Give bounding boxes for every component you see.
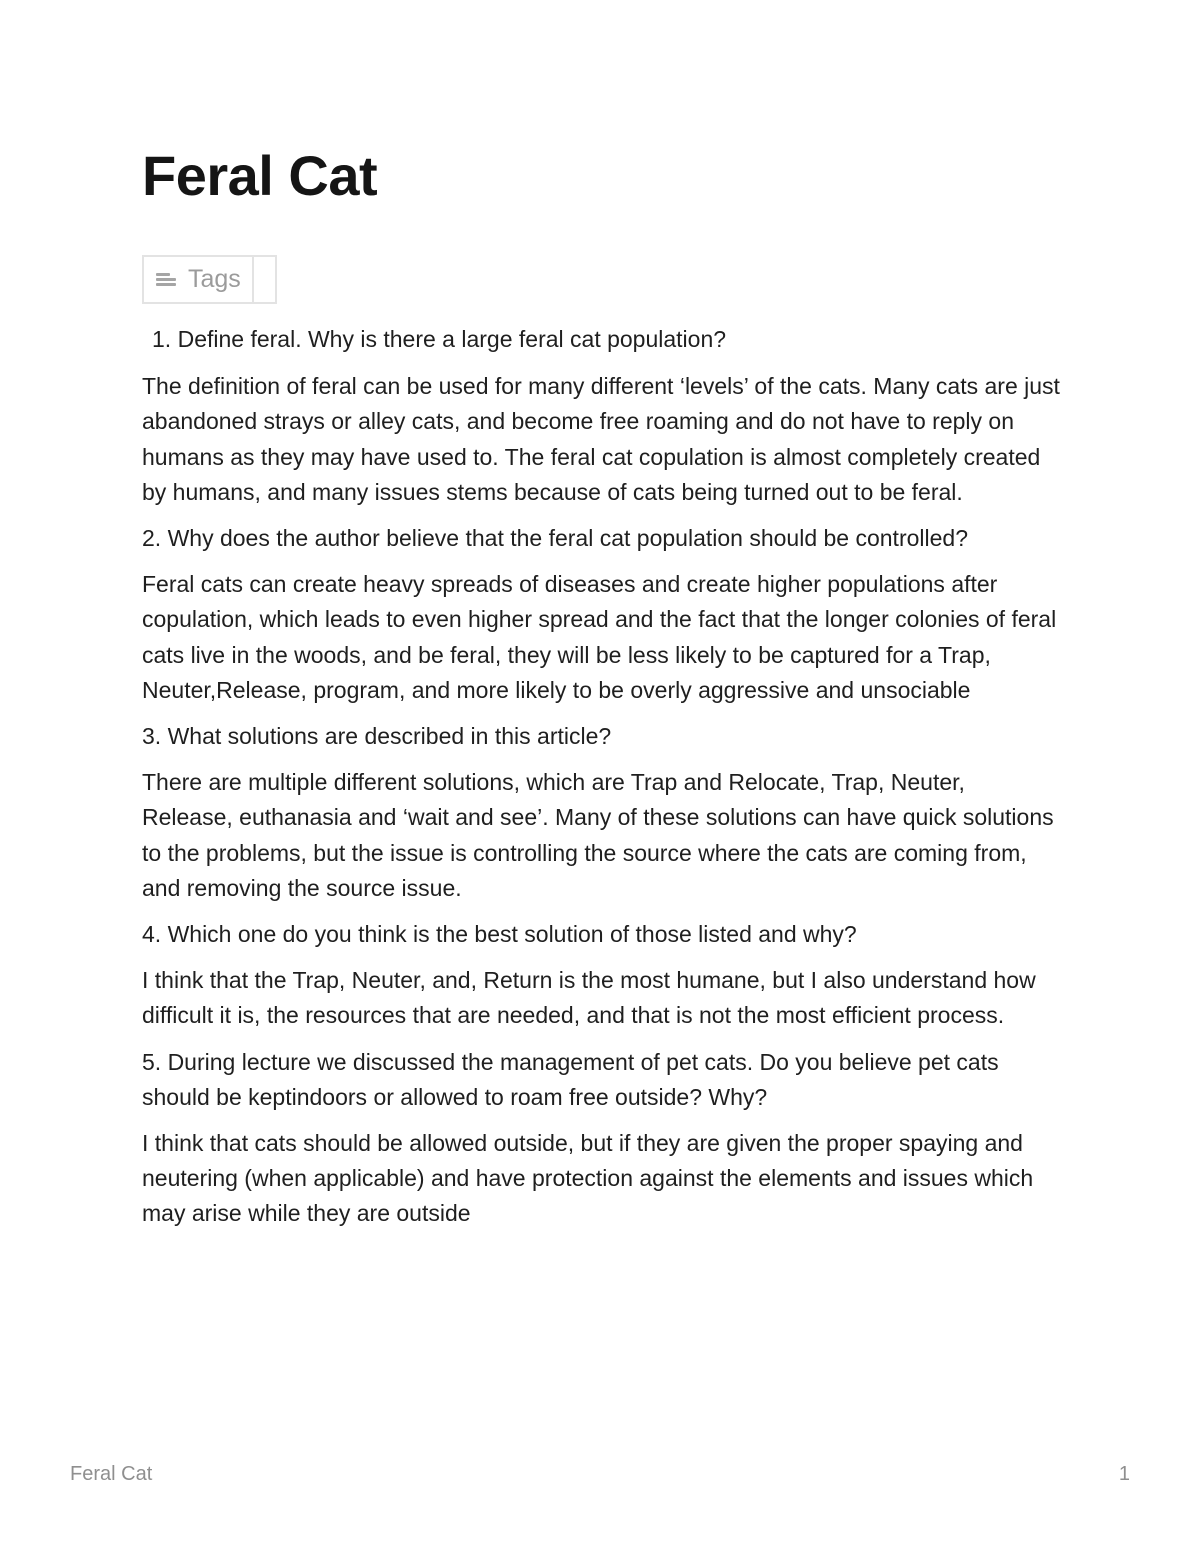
question-5: 5. During lecture we discussed the management of pet cats. Do you believe pet cats should be keptindoors or allowed to roam free outside? Why? [142, 1048, 999, 1110]
tags-label: Tags [188, 265, 241, 293]
question-4: 4. Which one do you think is the best solution of those listed and why? [142, 921, 857, 948]
tags-value-cell[interactable] [254, 257, 275, 302]
question-2: 2. Why does the author believe that the feral cat population should be controlled? [142, 525, 968, 552]
answer-4: I think that the Trap, Neuter, and, Return is the most humane, but I also understand how difficult it is, the resources that are needed, and that is not the most efficient process. [142, 967, 1036, 1029]
answer-2: Feral cats can create heavy spreads of diseases and create higher populations after copulation, which leads to even higher spread and the fact that the longer colonies of feral cats live in the woods, and be feral, they will be less likely to be captured for a Trap, Neuter,Release, program, and more likely to be overly aggressive and unsociable [142, 571, 1057, 703]
question-1-text: Define feral. Why is there a large feral cat population? [177, 326, 727, 352]
answer-1: The definition of feral can be used for many different ‘levels’ of the cats. Many cats are just abandoned strays or alley cats, and become free roaming and do not have to reply on humans as they may have used to. The feral cat copulation is almost completely created by humans, and many issues stems because of cats being turned out to be feral. [142, 373, 1060, 505]
question-3: 3. What solutions are described in this article? [142, 723, 612, 750]
footer-page-number: 1 [1118, 1463, 1130, 1485]
footer-title: Feral Cat [70, 1463, 153, 1485]
question-1 [142, 322, 1062, 357]
question-1-number: 1. [152, 326, 172, 352]
document-body [142, 322, 1062, 1243]
list-icon [156, 271, 176, 289]
answer-3: There are multiple different solutions, which are Trap and Relocate, Trap, Neuter, Release, euthanasia and ‘wait and see’. Many of these solutions can have quick solutions to the problems, but the issue is controlling the source where the cats are coming from, and removing the source issue. [142, 769, 1054, 901]
tags-label-cell[interactable] [144, 257, 254, 302]
page-title: Feral Cat [142, 144, 378, 207]
answer-5: I think that cats should be allowed outside, but if they are given the proper spaying and neutering (when applicable) and have protection against the elements and issues which may arise while they are outside [142, 1130, 1034, 1227]
tags-property[interactable] [142, 255, 277, 304]
